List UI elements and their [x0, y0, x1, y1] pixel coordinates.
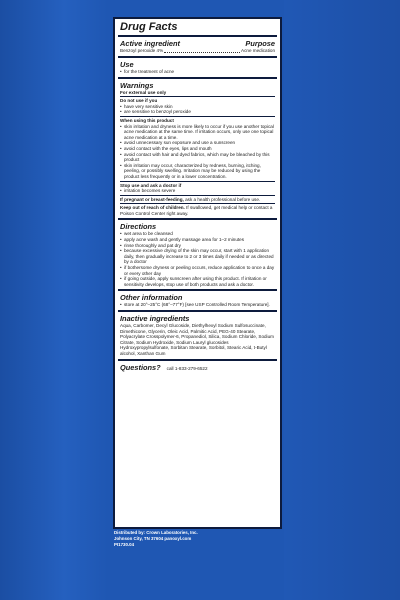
active-ingredient-section [118, 37, 277, 58]
do-not-use-heading: Do not use if you [120, 98, 158, 104]
product-code: PI1730.04 [114, 541, 135, 547]
when-using-item: • skin irritation and dryness is more likely to occur if you use another topical acne medication at the same time. If irritation occurs, only use one topical acne medication at a time. [120, 124, 275, 141]
external-use-note: For external use only [120, 89, 167, 95]
pregnancy-warning [120, 195, 275, 203]
children-warning-lead: Keep out of reach of children. [120, 205, 185, 211]
pregnancy-warning-lead: If pregnant or breast-feeding, [120, 196, 184, 202]
directions-heading: Directions [120, 222, 157, 232]
ingredient-name: Benzoyl peroxide 4% [120, 48, 164, 53]
when-using-heading: When using this product [120, 117, 174, 123]
active-ingredient-heading: Active ingredient [120, 39, 180, 48]
directions-item: • if going outside, apply sunscreen after using this product. If irritation or sensitivity develops, stop use of both products and ask a doctor. [120, 276, 275, 287]
children-warning [120, 203, 275, 216]
package-left-edge [0, 0, 107, 600]
do-not-use-item: • are sensitive to benzoyl peroxide [120, 109, 275, 115]
distributor-info [114, 530, 284, 547]
use-item: • for the treatment of acne [120, 69, 275, 75]
drug-facts-title: Drug Facts [118, 19, 277, 37]
use-section [118, 58, 277, 79]
do-not-use-item: • have very sensitive skin [120, 104, 275, 110]
directions-section [118, 220, 277, 291]
warnings-section [118, 79, 277, 221]
leader-dots [164, 48, 240, 53]
use-heading: Use [120, 60, 134, 69]
when-using-item: • skin irritation may occur, characterized by redness, burning, itching, peeling, or possibly swelling. Irritation may be reduced by using the product less frequently or in a lower concentration. [120, 163, 275, 180]
other-information-heading: Other information [120, 293, 183, 303]
drug-facts-panel [113, 17, 282, 529]
inactive-ingredients-section [118, 312, 277, 361]
directions-item: • because excessive drying of the skin may occur, start with 1 application daily, then gradually increase to 2 or 3 times daily if needed or as directed by a doctor [120, 248, 275, 265]
when-using-item: • avoid contact with hair and dyed fabrics, which may be bleached by this product [120, 152, 275, 163]
directions-item: • rinse thoroughly and pat dry [120, 243, 275, 249]
other-information-item: • store at 20°–25°C (68°–77°F) [see USP Controlled Room Temperature]. [120, 302, 275, 308]
inactive-ingredients-list: Aqua, Carbomer, Decyl Glucoside, Diethylhexyl Sodium Sulfosuccinate, Dimethicone, Glycerin, Oleic Acid, Palmitic Acid, PEG-40 Stearate, Polyacrylate Crosspolymer-6, Propanediol, Silica, Sodium Chloride, Sodium Citrate, Sodium Hydroxide, Sodium Lauryl glucosides Hydroxypropylsulfonate, Sorbitan Stearate, Sorbitol, Stearic Acid, t-Butyl alcohol, Xanthan Gum [120, 323, 274, 356]
inactive-ingredients-heading: Inactive ingredients [120, 314, 190, 323]
questions-phone: call 1-833-279-6522 [166, 365, 208, 371]
warnings-heading: Warnings [120, 80, 154, 90]
purpose-heading: Purpose [245, 39, 275, 48]
directions-item: • if bothersome dryness or peeling occurs, reduce application to once a day or every other day [120, 265, 275, 276]
other-information-section [118, 291, 277, 312]
distributor-line: Distributed by: Crown Laboratories, Inc. [114, 530, 198, 535]
ingredient-purpose: Acne medication [241, 48, 275, 53]
children-warning-text: If swallowed, get medical help or contact a Poison Control Center right away. [120, 205, 273, 216]
when-using-item: • avoid unnecessary sun exposure and use a sunscreen [120, 140, 275, 146]
questions-heading: Questions? [120, 362, 161, 372]
questions-section [118, 361, 277, 374]
directions-item: • wet area to be cleansed [120, 231, 275, 237]
stop-use-heading: Stop use and ask a doctor if [120, 182, 182, 188]
stop-use-item: • irritation becomes severe [120, 188, 275, 194]
pregnancy-warning-text: ask a health professional before use. [183, 196, 261, 202]
when-using-item: • avoid contact with the eyes, lips and mouth [120, 146, 275, 152]
distributor-address: Johnson City, TN 37604 panoxyl.com [114, 535, 192, 541]
package-right-edge [284, 0, 400, 600]
directions-item: • apply acne wash and gently massage area for 1–2 minutes [120, 237, 275, 243]
